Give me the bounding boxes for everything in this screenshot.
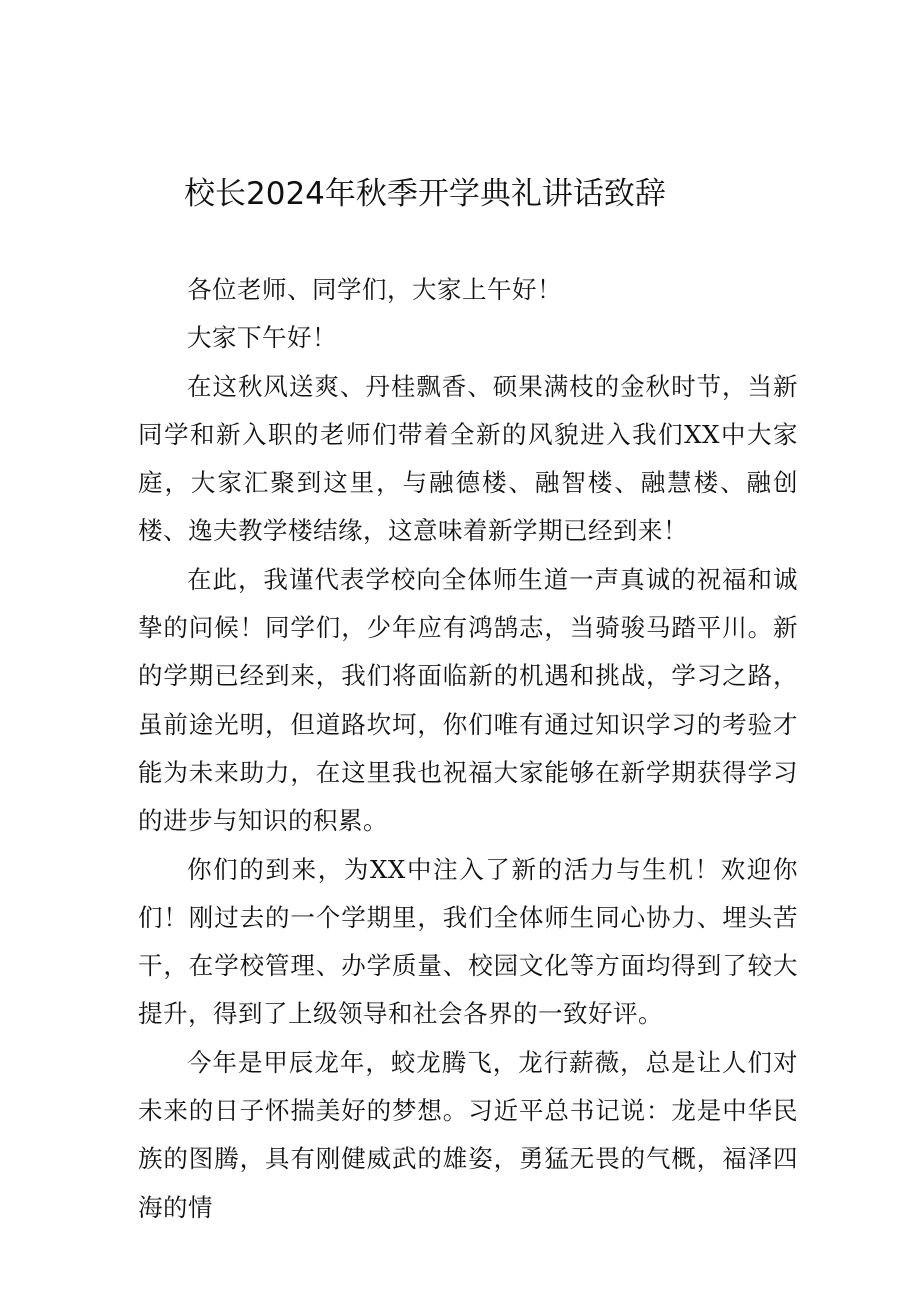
document-title: 校长2024年秋季开学典礼讲话致辞 bbox=[184, 176, 666, 212]
paragraph-greeting-morning: 各位老师、同学们，大家上午好！ bbox=[187, 275, 562, 304]
paragraph-welcome: 你们的到来，为XX中注入了新的活力与生机！欢迎你们！刚过去的一个学期里，我们全体师生同心协力、埋头苦干，在学校管理、办学质量、校园文化等方面均得到了较大提升，得到了上级领导和社会各界的一致好评。 bbox=[138, 854, 798, 1029]
paragraph-greeting-afternoon: 大家下午好！ bbox=[187, 323, 337, 353]
document-body bbox=[138, 266, 798, 1232]
paragraph-blessing: 在此，我谨代表学校向全体师生道一声真诚的祝福和诚挚的问候！同学们，少年应有鸿鹄志，当骑骏马踏平川。新的学期已经到来，我们将面临新的机遇和挑战，学习之路，虽前途光明，但道路坎坷，你们唯有通过知识学习的考验才能为未来助力，在这里我也祝福大家能够在新学期获得学习的进步与知识的积累。 bbox=[138, 564, 798, 836]
paragraph-autumn-opening: 在这秋风送爽、丹桂飘香、硕果满枝的金秋时节，当新同学和新入职的老师们带着全新的风貌进入我们XX中大家庭，大家汇聚到这里，与融德楼、融智楼、融慧楼、融创楼、逸夫教学楼结缘，这意味着新学期已经到来！ bbox=[138, 371, 798, 546]
paragraph-dragon-year: 今年是甲辰龙年，蛟龙腾飞，龙行薪薇，总是让人们对未来的日子怀揣美好的梦想。习近平总书记说：龙是中华民族的图腾，具有刚健威武的雄姿，勇猛无畏的气概，福泽四海的情 bbox=[138, 1047, 798, 1222]
